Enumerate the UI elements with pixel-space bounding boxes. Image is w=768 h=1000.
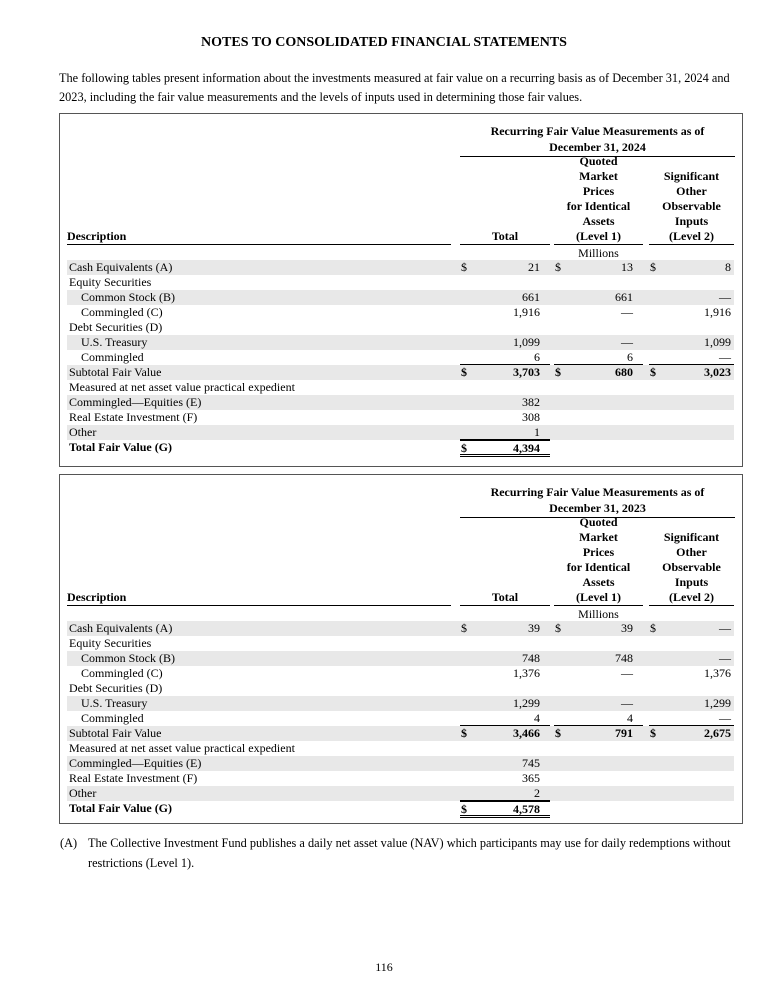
table-row (67, 621, 734, 636)
value-cell (649, 350, 734, 365)
value-cell (649, 290, 734, 304)
value-cell (649, 335, 734, 349)
col-header-line: Significant (663, 530, 720, 544)
cell-value: — (719, 350, 731, 364)
cell-value: 1 (534, 425, 540, 439)
cell-value: 680 (615, 365, 633, 379)
row-label: Debt Securities (D) (69, 681, 163, 695)
super-header-date: December 31, 2024 (549, 140, 646, 154)
cell-value: 791 (615, 726, 633, 740)
page-number: 116 (375, 960, 393, 974)
cell-value: 365 (522, 771, 540, 785)
cell-value: 8 (725, 260, 731, 274)
value-cell (554, 335, 643, 349)
col-header-line: Significant (663, 169, 720, 183)
super-header (460, 123, 735, 157)
table-row (67, 651, 734, 666)
cell-value: 21 (528, 260, 540, 274)
value-cell (460, 410, 550, 424)
col-header-level1 (554, 154, 643, 245)
value-cell (460, 666, 550, 680)
cell-value: 6 (627, 350, 633, 364)
dollar-sign: $ (461, 802, 467, 816)
cell-value: 3,703 (513, 365, 540, 379)
dollar-sign: $ (650, 365, 656, 379)
col-header-line: Market (579, 530, 618, 544)
value-cell (460, 786, 550, 801)
col-header-line: Assets (582, 575, 615, 589)
row-label: Subtotal Fair Value (69, 365, 162, 379)
cell-value: 661 (615, 290, 633, 304)
value-cell (554, 305, 643, 319)
row-label: Real Estate Investment (F) (69, 410, 198, 424)
value-cell (460, 801, 550, 818)
col-header-line: (Level 1) (576, 229, 621, 243)
value-cell (649, 726, 734, 740)
table-row (67, 786, 734, 801)
dollar-sign: $ (461, 621, 467, 635)
col-header-text: Description (67, 590, 127, 604)
value-cell (460, 696, 550, 710)
value-cell (460, 726, 550, 740)
table-row (67, 395, 734, 410)
footnote (60, 833, 748, 873)
cell-value: 748 (522, 651, 540, 665)
cell-value: — (621, 305, 633, 319)
cell-value: 1,299 (704, 696, 731, 710)
table-row (67, 275, 734, 290)
col-header-level2 (649, 515, 734, 606)
dollar-sign: $ (461, 441, 467, 455)
row-label: Common Stock (B) (81, 651, 176, 665)
value-cell (460, 440, 550, 457)
cell-value: — (719, 621, 731, 635)
table-row (67, 380, 734, 395)
fair-value-table-2024 (59, 113, 743, 467)
cell-value: 1,299 (513, 696, 540, 710)
table-row (67, 290, 734, 305)
cell-value: — (719, 711, 731, 725)
col-header-text: Total (491, 229, 519, 243)
value-cell (460, 290, 550, 304)
table-row (67, 260, 734, 275)
row-label: Commingled—Equities (E) (69, 756, 202, 770)
col-header-level2 (649, 154, 734, 245)
cell-value: 4,394 (513, 441, 540, 455)
super-header-line: Recurring Fair Value Measurements as of (490, 124, 705, 138)
cell-value: 3,466 (513, 726, 540, 740)
value-cell (649, 696, 734, 710)
value-cell (460, 335, 550, 349)
row-label: Common Stock (B) (81, 290, 176, 304)
col-header-line: Other (676, 184, 707, 198)
table-row (67, 726, 734, 741)
value-cell (554, 726, 643, 740)
col-header-text: Description (67, 229, 127, 243)
cell-value: 382 (522, 395, 540, 409)
dollar-sign: $ (555, 365, 561, 379)
value-cell (460, 711, 550, 726)
row-label: Measured at net asset value practical expedient (69, 380, 295, 394)
table-row (67, 696, 734, 711)
dollar-sign: $ (555, 621, 561, 635)
col-header-line: (Level 1) (576, 590, 621, 604)
cell-value: 1,916 (513, 305, 540, 319)
row-label: Cash Equivalents (A) (69, 621, 173, 635)
page-title: NOTES TO CONSOLIDATED FINANCIAL STATEMENTS (201, 35, 567, 50)
col-header-level1 (554, 515, 643, 606)
value-cell (649, 305, 734, 319)
dollar-sign: $ (650, 260, 656, 274)
cell-value: 745 (522, 756, 540, 770)
table-body (67, 621, 734, 816)
fair-value-table-2023 (59, 474, 743, 824)
value-cell (554, 350, 643, 365)
super-header (460, 484, 735, 518)
col-header-line: for Identical (566, 199, 631, 213)
intro-paragraph: The following tables present information about the investments measured at fair value on a recurring basis as of December 31, 2024 and 2023, including the fair value measurements and the levels of inputs used in determining those fair values. (59, 71, 730, 104)
units-label: Millions (578, 246, 619, 260)
row-label: Commingled (C) (81, 305, 163, 319)
row-label: Commingled—Equities (E) (69, 395, 202, 409)
table-row (67, 305, 734, 320)
table-row (67, 741, 734, 756)
value-cell (649, 666, 734, 680)
row-label: Measured at net asset value practical expedient (69, 741, 295, 755)
col-header-line: Assets (582, 214, 615, 228)
value-cell (649, 651, 734, 665)
cell-value: 4 (534, 711, 540, 725)
cell-value: — (621, 696, 633, 710)
super-header-date: December 31, 2023 (549, 501, 646, 515)
cell-value: 748 (615, 651, 633, 665)
value-cell (460, 756, 550, 770)
table-row (67, 711, 734, 726)
cell-value: 1,099 (704, 335, 731, 349)
footnote-marker: (A) (60, 836, 78, 850)
dollar-sign: $ (555, 260, 561, 274)
table-row (67, 335, 734, 350)
row-label: Subtotal Fair Value (69, 726, 162, 740)
value-cell (554, 290, 643, 304)
row-label: Total Fair Value (G) (69, 801, 173, 815)
cell-value: 1,916 (704, 305, 731, 319)
cell-value: — (719, 290, 731, 304)
value-cell (460, 395, 550, 409)
footnote-text: The Collective Investment Fund publishes a daily net asset value (NAV) which participants may use for daily redemptions without restrictions (Level 1). (88, 836, 731, 870)
value-cell (460, 651, 550, 665)
col-header-text: Total (491, 590, 519, 604)
value-cell (554, 365, 643, 379)
table-row (67, 636, 734, 651)
cell-value: 3,023 (704, 365, 731, 379)
row-label: U.S. Treasury (81, 696, 148, 710)
table-row (67, 350, 734, 365)
col-header-line: Observable (662, 199, 721, 213)
super-header-line: Recurring Fair Value Measurements as of (490, 485, 705, 499)
col-header-line: Other (676, 545, 707, 559)
row-label: Other (69, 786, 97, 800)
value-cell (554, 696, 643, 710)
col-header-line: Prices (582, 545, 615, 559)
value-cell (649, 365, 734, 379)
value-cell (460, 425, 550, 440)
cell-value: 1,376 (513, 666, 540, 680)
cell-value: 661 (522, 290, 540, 304)
row-label: Total Fair Value (G) (69, 440, 173, 454)
col-header-line: Inputs (674, 214, 709, 228)
value-cell (554, 666, 643, 680)
cell-value: 4 (627, 711, 633, 725)
cell-value: 1,099 (513, 335, 540, 349)
cell-value: 39 (528, 621, 540, 635)
col-header-line: Inputs (674, 575, 709, 589)
col-header-line: Quoted (579, 515, 618, 529)
value-cell (649, 711, 734, 726)
dollar-sign: $ (650, 621, 656, 635)
dollar-sign: $ (650, 726, 656, 740)
cell-value: 2,675 (704, 726, 731, 740)
col-header-line: Market (579, 169, 618, 183)
cell-value: — (719, 651, 731, 665)
row-label: Equity Securities (69, 636, 152, 650)
row-label: Real Estate Investment (F) (69, 771, 198, 785)
units-label: Millions (578, 607, 619, 621)
cell-value: 39 (621, 621, 633, 635)
col-header-line: Quoted (579, 154, 618, 168)
row-label: Other (69, 425, 97, 439)
cell-value: — (621, 335, 633, 349)
table-body (67, 260, 734, 455)
col-header-line: (Level 2) (669, 229, 714, 243)
table-row (67, 410, 734, 425)
value-cell (554, 260, 643, 274)
table-row (67, 681, 734, 696)
cell-value: 13 (621, 260, 633, 274)
cell-value: 4,578 (513, 802, 540, 816)
cell-value: — (621, 666, 633, 680)
col-header-line: Observable (662, 560, 721, 574)
col-header-total (460, 515, 550, 606)
col-header-description (67, 515, 451, 606)
col-header-description (67, 154, 451, 245)
value-cell (649, 621, 734, 635)
value-cell (460, 350, 550, 365)
value-cell (554, 621, 643, 635)
value-cell (649, 260, 734, 274)
value-cell (460, 621, 550, 635)
cell-value: 1,376 (704, 666, 731, 680)
row-label: Commingled (81, 350, 144, 364)
cell-value: 308 (522, 410, 540, 424)
cell-value: 6 (534, 350, 540, 364)
dollar-sign: $ (461, 260, 467, 274)
col-header-line: Prices (582, 184, 615, 198)
table-row (67, 320, 734, 335)
row-label: Commingled (81, 711, 144, 725)
table-row (67, 425, 734, 440)
cell-value: 2 (534, 786, 540, 800)
value-cell (554, 711, 643, 726)
value-cell (460, 260, 550, 274)
col-header-total (460, 154, 550, 245)
table-row (67, 801, 734, 816)
col-header-line: for Identical (566, 560, 631, 574)
table-row (67, 771, 734, 786)
table-row (67, 440, 734, 455)
table-row (67, 365, 734, 380)
table-row (67, 666, 734, 681)
dollar-sign: $ (461, 365, 467, 379)
row-label: Commingled (C) (81, 666, 163, 680)
table-row (67, 756, 734, 771)
row-label: U.S. Treasury (81, 335, 148, 349)
value-cell (460, 305, 550, 319)
row-label: Equity Securities (69, 275, 152, 289)
value-cell (460, 365, 550, 379)
value-cell (554, 651, 643, 665)
dollar-sign: $ (461, 726, 467, 740)
dollar-sign: $ (555, 726, 561, 740)
row-label: Debt Securities (D) (69, 320, 163, 334)
value-cell (460, 771, 550, 785)
row-label: Cash Equivalents (A) (69, 260, 173, 274)
col-header-line: (Level 2) (669, 590, 714, 604)
